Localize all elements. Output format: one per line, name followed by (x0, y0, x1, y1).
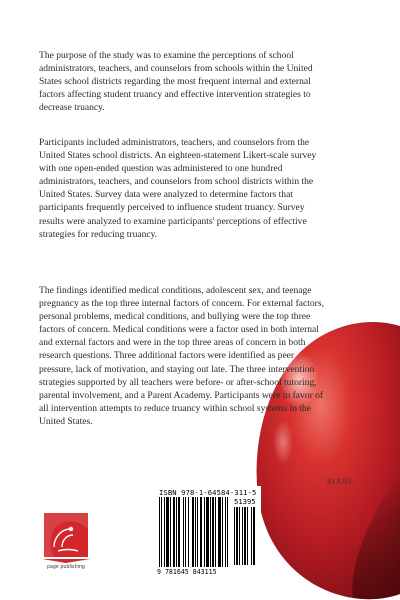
addon-barcode-bars (234, 507, 258, 565)
barcode-bar (161, 497, 162, 567)
price-label: $13.95 (327, 476, 352, 486)
barcode-bar (251, 507, 252, 565)
barcode-bar (204, 497, 205, 567)
barcode-bar (225, 497, 226, 567)
publisher-logo (40, 511, 92, 575)
barcode-bar (218, 497, 221, 567)
description-paragraph-2: Participants included administrators, teachers, and counselors from the United States school districts. An eighteen-statement Likert-scale survey with one open-ended question was administered to one hundred administrators, teachers, and counselors from school districts within the United States. Survey data were analyzed to determine factors that participants frequently perceived to influence student truancy. Survey results were analyzed to examine participants' perceptions of effective strategies for reducing truancy. (39, 137, 317, 240)
barcode-bar (200, 497, 202, 567)
barcode-addon-number: 51395 (234, 497, 256, 506)
description-paragraph-3: The findings identified medical conditions, adolescent sex, and teenage pregnancy as the top three internal factors of concern. For external factors, personal problems, medical conditions, and bullying were the top three factors of concern. Medical conditions were a factor used in both internal and external factors and were in the top three areas of concern in both research questions. Three additional factors were identified as peer pressure, lack of motivation, and staying out late. The three intervention strategies supported by all teachers were before- or after-school tutoring, parental involvement, and a Parent Academy. Participants were in favor of all intervention attempts to reduce truancy within school systems in the United States. (39, 285, 324, 427)
barcode-bar (178, 497, 180, 567)
barcode-bar (192, 497, 194, 567)
barcode-bar (185, 497, 186, 567)
barcode-bar (247, 507, 248, 565)
description-paragraph-1: The purpose of the study was to examine the perceptions of school administrators, teachers, and counselors from schools within the United States school districts regarding the most frequent internal and external factors affecting student truancy and effective intervention strategies to decrease truancy. (39, 50, 313, 114)
barcode-digits: 9 781645 843115 (157, 568, 217, 576)
isbn-barcode (155, 486, 261, 580)
barcode-bar (222, 497, 223, 567)
barcode-bar (197, 497, 198, 567)
barcode-bar (210, 497, 211, 567)
barcode-bar (242, 507, 243, 565)
page-publishing-logo-icon (40, 511, 92, 563)
barcode-bar (176, 497, 177, 567)
barcode-bar (253, 507, 255, 565)
barcode-bar (188, 497, 189, 567)
publisher-name: page publishing (46, 564, 86, 570)
barcode-bar (170, 497, 171, 567)
barcode-bar (227, 497, 228, 567)
barcode-bar (234, 507, 235, 565)
barcode-bar (183, 497, 184, 567)
barcode-bar (166, 497, 169, 567)
barcode-bar (239, 507, 240, 565)
barcode-bar (212, 497, 214, 567)
barcode-bar (173, 497, 175, 567)
isbn-number: ISBN 978-1-64584-311-5 (159, 488, 257, 497)
barcode-bar (244, 507, 246, 565)
barcode-bar (164, 497, 165, 567)
barcode-bar (195, 497, 196, 567)
barcode-bar (215, 497, 216, 567)
ean-barcode-bars (159, 497, 231, 569)
barcode-bar (236, 507, 238, 565)
barcode-bar (159, 497, 160, 567)
barcode-bar (206, 497, 209, 567)
